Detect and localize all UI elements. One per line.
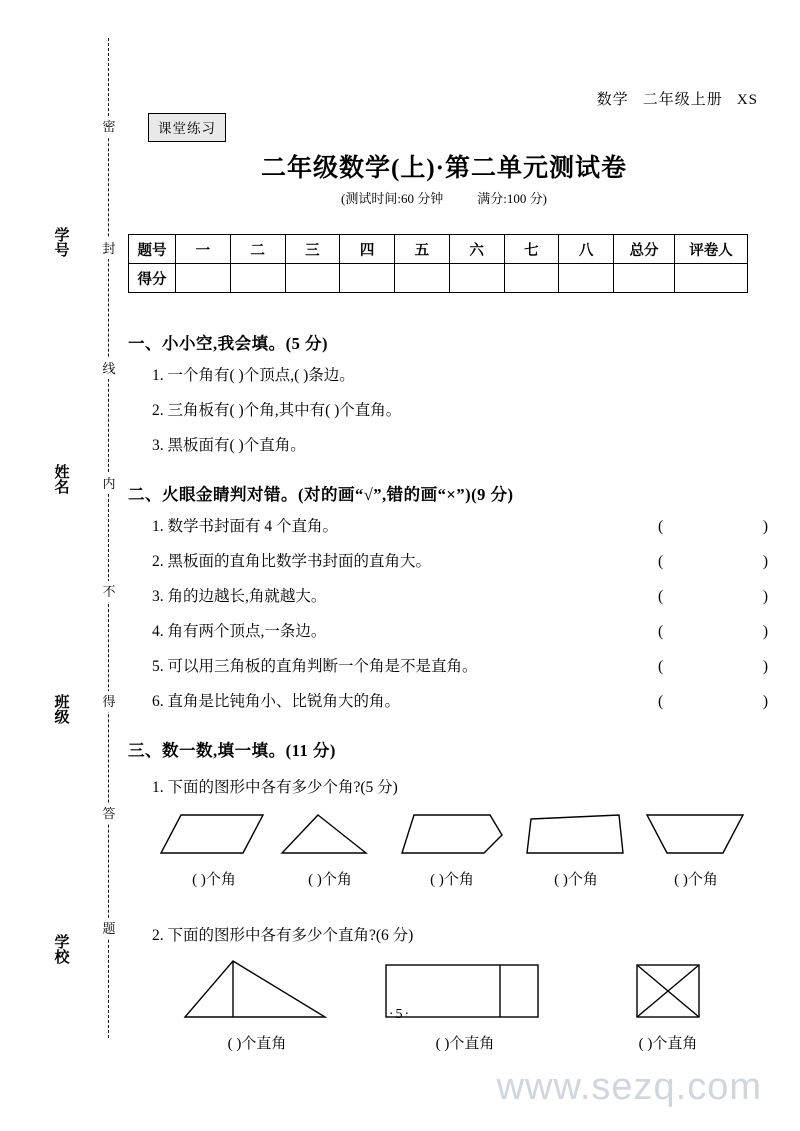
section-2-text-2: 2. 黑板面的直角比数学书封面的直角大。 <box>152 553 432 570</box>
score-col-6: 六 <box>449 235 504 264</box>
section-2-item-4 <box>152 619 768 645</box>
section-2-item-5 <box>152 654 768 680</box>
shape-item-8 <box>580 957 756 1053</box>
shape-caption-1: ( )个角 <box>192 872 236 888</box>
field-label-xuehao: 学 号 <box>52 226 74 262</box>
score-col-5: 五 <box>395 235 450 264</box>
shape-item-3 <box>396 811 508 889</box>
paren-left-6: ( <box>658 693 664 710</box>
score-col-2: 二 <box>230 235 285 264</box>
binding-char-da: 答 <box>98 803 120 824</box>
shape-caption-8: ( )个直角 <box>638 1036 698 1052</box>
parallelogram-icon <box>159 811 269 859</box>
shape-item-6 <box>172 957 342 1053</box>
shape-caption-4: ( )个角 <box>554 872 598 888</box>
page-title: 二年级数学(上)·第二单元测试卷 <box>261 155 627 182</box>
pentagon-icon <box>398 811 506 859</box>
binding-char-mi: 密 <box>98 116 120 137</box>
binding-char-xian: 线 <box>98 358 120 379</box>
paren-left-3: ( <box>658 588 664 605</box>
section-3-heading: 三、数一数,填一填。(11 分) <box>128 741 336 760</box>
paren-left-1: ( <box>658 518 664 535</box>
answer-paren-2[interactable] <box>658 549 768 575</box>
score-cell-2[interactable] <box>230 264 285 293</box>
header-grade: 二年级上册 <box>642 92 723 108</box>
score-cell-4[interactable] <box>340 264 395 293</box>
shape-item-1 <box>156 811 272 889</box>
binding-field-labels <box>52 38 86 1038</box>
score-col-7: 七 <box>504 235 559 264</box>
subtitle-time: (测试时间:60 分钟 <box>341 191 444 206</box>
answer-paren-4[interactable] <box>658 619 768 645</box>
header-edition: XS <box>736 92 758 108</box>
score-col-grader: 评卷人 <box>675 235 748 264</box>
paren-right-1: ) <box>762 518 768 535</box>
answer-paren-1[interactable] <box>658 514 768 540</box>
answer-paren-6[interactable] <box>658 689 768 715</box>
section-2-item-1 <box>152 514 768 540</box>
page-number: ·5· <box>388 1007 412 1022</box>
section-2-text-4: 4. 角有两个顶点,一条边。 <box>152 623 327 640</box>
shape-caption-7: ( )个直角 <box>435 1036 495 1052</box>
shape-caption-3: ( )个角 <box>430 872 474 888</box>
section-2-item-3 <box>152 584 768 610</box>
shape-row-angles <box>148 811 768 907</box>
paren-left-5: ( <box>658 658 664 675</box>
binding-char-ti: 题 <box>98 918 120 939</box>
binding-char-feng: 封 <box>98 238 120 259</box>
shape-item-5 <box>640 811 752 889</box>
paren-left-2: ( <box>658 553 664 570</box>
score-col-1: 一 <box>176 235 231 264</box>
shape-item-4 <box>520 811 632 889</box>
score-cell-7[interactable] <box>504 264 559 293</box>
section-2-heading: 二、火眼金睛判对错。(对的画“√”,错的画“×”)(9 分) <box>128 485 514 504</box>
paren-left-4: ( <box>658 623 664 640</box>
section-2-text-5: 5. 可以用三角板的直角判断一个角是不是直角。 <box>152 658 478 675</box>
triangle-icon <box>278 811 382 859</box>
table-row-scores <box>129 264 748 293</box>
section-1-item-1: 1. 一个角有( )个顶点,( )条边。 <box>152 367 355 384</box>
quadrilateral-icon <box>523 811 629 859</box>
shape-caption-5: ( )个角 <box>674 872 718 888</box>
binding-strip <box>88 38 128 1038</box>
section-3-sub-2: 2. 下面的图形中各有多少个直角?(6 分) <box>152 927 414 944</box>
score-table <box>128 234 748 293</box>
shape-item-7 <box>376 957 554 1053</box>
section-2-text-1: 1. 数学书封面有 4 个直角。 <box>152 518 339 535</box>
practice-badge: 课堂练习 <box>148 113 226 142</box>
watermark: www.sezq.com <box>496 1066 762 1108</box>
field-label-banji: 班 级 <box>52 693 74 729</box>
score-cell-1[interactable] <box>176 264 231 293</box>
section-1-item-2: 2. 三角板有( )个角,其中有( )个直角。 <box>152 402 402 419</box>
page-subtitle <box>128 188 760 207</box>
score-cell-total[interactable] <box>614 264 675 293</box>
header-subject-line <box>597 88 758 109</box>
score-col-3: 三 <box>285 235 340 264</box>
score-cell-5[interactable] <box>395 264 450 293</box>
paren-right-5: ) <box>762 658 768 675</box>
score-cell-grader[interactable] <box>675 264 748 293</box>
binding-char-de: 得 <box>98 691 120 712</box>
paren-right-3: ) <box>762 588 768 605</box>
section-1-item-3: 3. 黑板面有( )个直角。 <box>152 437 306 454</box>
score-col-total: 总分 <box>614 235 675 264</box>
section-2-item-6 <box>152 689 768 715</box>
score-table-row-label-2: 得分 <box>129 264 176 293</box>
shape-caption-2: ( )个角 <box>308 872 352 888</box>
section-2-text-6: 6. 直角是比钝角小、比锐角大的角。 <box>152 693 401 710</box>
shape-caption-6: ( )个直角 <box>227 1036 287 1052</box>
score-col-4: 四 <box>340 235 395 264</box>
section-1-heading: 一、小小空,我会填。(5 分) <box>128 334 328 353</box>
field-label-xuexiao: 学 校 <box>52 933 74 969</box>
score-table-row-label-1: 题号 <box>129 235 176 264</box>
answer-paren-5[interactable] <box>658 654 768 680</box>
section-3-sub-1: 1. 下面的图形中各有多少个角?(5 分) <box>152 779 398 796</box>
section-2-item-2 <box>152 549 768 575</box>
paren-right-6: ) <box>762 693 768 710</box>
field-label-xingming: 姓 名 <box>52 463 74 499</box>
subtitle-score: 满分:100 分) <box>477 191 547 206</box>
section-2-text-3: 3. 角的边越长,角就越大。 <box>152 588 327 605</box>
binding-dashed-line <box>108 38 109 1038</box>
paren-right-2: ) <box>762 553 768 570</box>
answer-paren-3[interactable] <box>658 584 768 610</box>
score-cell-6[interactable] <box>449 264 504 293</box>
binding-char-nei: 内 <box>98 473 120 494</box>
trapezoid-icon <box>643 811 749 859</box>
score-col-8: 八 <box>559 235 614 264</box>
binding-char-bu: 不 <box>98 581 120 602</box>
header-subject: 数学 <box>596 92 629 108</box>
table-row-header <box>129 235 748 264</box>
paren-right-4: ) <box>762 623 768 640</box>
score-cell-8[interactable] <box>559 264 614 293</box>
score-cell-3[interactable] <box>285 264 340 293</box>
exam-content <box>128 316 768 1065</box>
shape-item-2 <box>276 811 384 889</box>
